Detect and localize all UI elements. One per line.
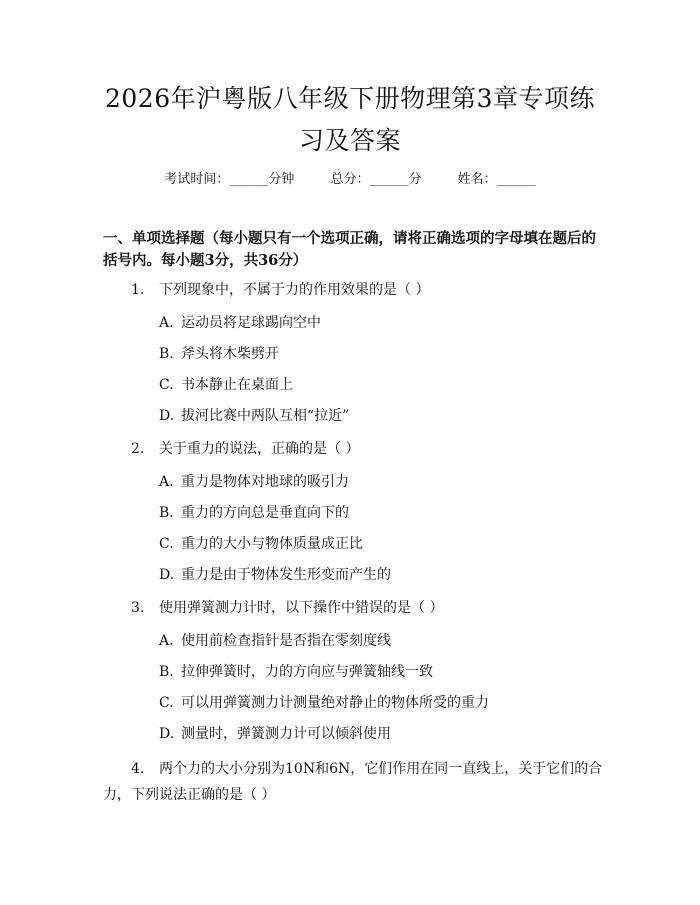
question-text: 使用弹簧测力计时，以下操作中错误的是（ ） (159, 600, 444, 616)
option-text: 重力是由于物体发生形变而产生的 (181, 567, 391, 583)
option-text: 测量时，弹簧测力计可以倾斜使用 (181, 726, 391, 742)
question-2 (103, 436, 608, 462)
option-letter: C. (159, 377, 174, 393)
question-text: 下列现象中，不属于力的作用效果的是（ ） (159, 282, 430, 298)
question-number: 3. (131, 600, 145, 616)
question-3 (103, 595, 608, 621)
question-2-option-d (159, 565, 599, 585)
exam-meta (0, 168, 700, 187)
student-name-field: 姓名：______ (457, 172, 536, 187)
option-text: 书本静止在桌面上 (181, 377, 293, 393)
question-1-option-d (159, 406, 599, 426)
option-text: 斧头将木柴劈开 (181, 346, 279, 362)
option-letter: D. (159, 726, 175, 742)
question-3-option-a (159, 631, 599, 651)
option-letter: C. (159, 695, 174, 711)
question-1 (103, 277, 608, 303)
question-number: 4. (131, 761, 145, 777)
question-3-option-c (159, 693, 599, 713)
option-text: 拔河比赛中两队互相“拉近” (181, 408, 350, 424)
question-2-option-c (159, 534, 599, 554)
question-3-option-d (159, 724, 599, 744)
title-line-2: 习及答案 (298, 126, 401, 155)
option-letter: B. (159, 505, 174, 521)
section-heading: 一、单项选择题（每小题只有一个选项正确，请将正确选项的字母填在题后的括号内。每小题3分，共36分） (103, 230, 596, 269)
option-letter: C. (159, 536, 174, 552)
option-letter: A. (159, 474, 174, 490)
title-line-1: 2026年沪粤版八年级下册物理第3章专项练 (104, 84, 596, 113)
question-1-option-c (159, 375, 599, 395)
option-text: 使用前检查指针是否指在零刻度线 (181, 633, 391, 649)
option-letter: B. (159, 664, 174, 680)
question-4 (103, 756, 608, 808)
question-number: 2. (131, 441, 145, 457)
question-2-option-a (159, 472, 599, 492)
option-letter: D. (159, 567, 175, 583)
question-1-option-b (159, 344, 599, 364)
option-text: 运动员将足球踢向空中 (181, 315, 321, 331)
option-letter: B. (159, 346, 174, 362)
document-title (90, 78, 610, 162)
option-text: 重力的方向总是垂直向下的 (181, 505, 349, 521)
question-3-option-b (159, 662, 599, 682)
option-letter: D. (159, 408, 175, 424)
question-text: 两个力的大小分别为10N和6N，它们作用在同一直线上，关于它们的合力，下列说法正确的是（ ） (103, 761, 603, 803)
question-number: 1. (131, 282, 145, 298)
question-text: 关于重力的说法，正确的是（ ） (159, 441, 360, 457)
question-1-option-a (159, 313, 599, 333)
total-score-field: 总分：______分 (330, 172, 422, 187)
option-text: 可以用弹簧测力计测量绝对静止的物体所受的重力 (181, 695, 489, 711)
option-text: 拉伸弹簧时，力的方向应与弹簧轴线一致 (181, 664, 433, 680)
option-letter: A. (159, 315, 174, 331)
option-text: 重力是物体对地球的吸引力 (181, 474, 349, 490)
option-letter: A. (159, 633, 174, 649)
exam-time-field: 考试时间：______分钟 (164, 172, 295, 187)
option-text: 重力的大小与物体质量成正比 (181, 536, 363, 552)
question-2-option-b (159, 503, 599, 523)
